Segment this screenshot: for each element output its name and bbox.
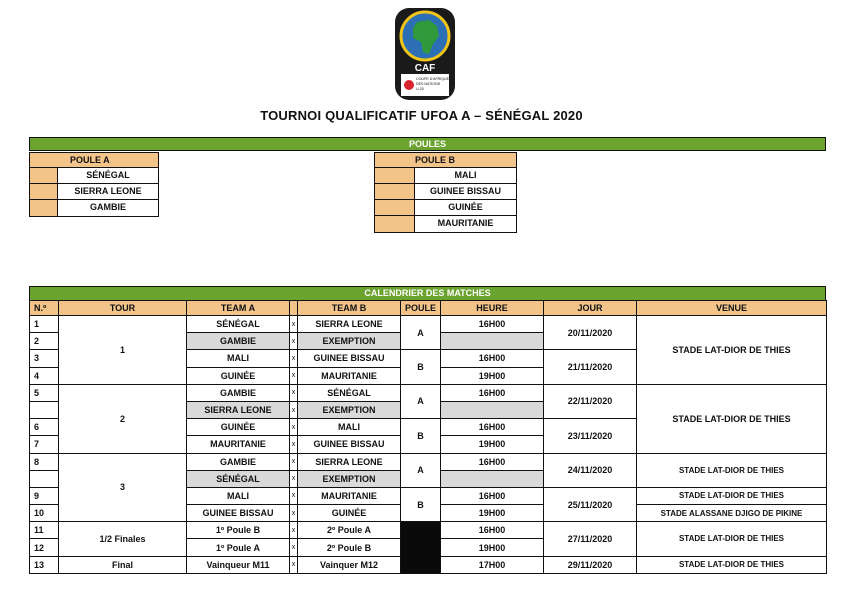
- tour-cell: 3: [59, 453, 187, 522]
- poule-a-label: POULE A: [30, 153, 158, 168]
- col-heure: HEURE: [441, 301, 544, 316]
- venue-cell: STADE ALASSANE DJIGO DE PIKINE: [637, 505, 827, 522]
- tour-cell: 2: [59, 384, 187, 453]
- poule-blank: [401, 522, 441, 574]
- venue-cell: STADE LAT-DIOR DE THIES: [637, 453, 827, 487]
- poule-a-row: SÉNÉGAL: [30, 168, 158, 184]
- page-title: TOURNOI QUALIFICATIF UFOA A – SÉNÉGAL 2020: [260, 108, 583, 123]
- col-sep: [290, 301, 298, 316]
- jour-cell: 29/11/2020: [544, 556, 637, 573]
- svg-text:DES NATIONS: DES NATIONS: [416, 82, 441, 86]
- venue-cell: STADE LAT-DIOR DE THIES: [637, 487, 827, 504]
- svg-text:CAF: CAF: [414, 63, 436, 74]
- poule-a-row: SIERRA LEONE: [30, 184, 158, 200]
- jour-cell: 23/11/2020: [544, 419, 637, 453]
- calendar-table: [29, 300, 827, 574]
- table-row: 4 GUINÉE x MAURITANIE 19H00: [30, 367, 827, 384]
- calendar-heading: CALENDRIER DES MATCHES: [29, 286, 826, 301]
- venue-cell: STADE LAT-DIOR DE THIES: [637, 384, 827, 453]
- table-row: 12 1º Poule A x 2º Poule B 19H00: [30, 539, 827, 556]
- jour-cell: 25/11/2020: [544, 487, 637, 521]
- venue-cell: STADE LAT-DIOR DE THIES: [637, 316, 827, 385]
- table-row: 2 GAMBIE x EXEMPTION: [30, 333, 827, 350]
- poule-a-row: GAMBIE: [30, 200, 158, 216]
- jour-cell: 24/11/2020: [544, 453, 637, 487]
- svg-text:COUPE D'AFRIQUE: COUPE D'AFRIQUE: [416, 77, 450, 81]
- col-team-b: TEAM B: [298, 301, 401, 316]
- table-row: 8 3 GAMBIE x SIERRA LEONE A 16H00 24/11/2020 STADE LAT-DIOR DE THIES: [30, 453, 827, 470]
- venue-cell: STADE LAT-DIOR DE THIES: [637, 522, 827, 556]
- poule-b-label: POULE B: [375, 153, 516, 168]
- caf-logo: [389, 6, 461, 102]
- poule-b-row: GUINEE BISSAU: [375, 184, 516, 200]
- poule-b-row: MAURITANIE: [375, 216, 516, 232]
- jour-cell: 21/11/2020: [544, 350, 637, 384]
- table-row: 1 1 SÉNÉGAL x SIERRA LEONE A 16H00 20/11/2020 STADE LAT-DIOR DE THIES: [30, 316, 827, 333]
- jour-cell: 27/11/2020: [544, 522, 637, 556]
- jour-cell: 22/11/2020: [544, 384, 637, 418]
- table-row: SÉNÉGAL x EXEMPTION: [30, 470, 827, 487]
- poules-heading: POULES: [29, 137, 826, 151]
- venue-cell: STADE LAT-DIOR DE THIES: [637, 556, 827, 573]
- table-row: 5 2 GAMBIE x SÉNÉGAL A 16H00 22/11/2020 STADE LAT-DIOR DE THIES: [30, 384, 827, 401]
- col-team-a: TEAM A: [187, 301, 290, 316]
- col-venue: VENUE: [637, 301, 827, 316]
- poule-b-row: GUINÉE: [375, 200, 516, 216]
- table-row: 7 MAURITANIE x GUINEE BISSAU 19H00: [30, 436, 827, 453]
- table-header-row: [30, 301, 827, 316]
- table-row: 13 Final Vainqueur M11 x Vainquer M12 17H00 29/11/2020 STADE LAT-DIOR DE THIES: [30, 556, 827, 573]
- col-jour: JOUR: [544, 301, 637, 316]
- tour-cell: 1: [59, 316, 187, 385]
- col-poule: POULE: [401, 301, 441, 316]
- table-row: 3 MALI x GUINEE BISSAU B 16H00 21/11/2020: [30, 350, 827, 367]
- table-row: SIERRA LEONE x EXEMPTION: [30, 401, 827, 418]
- col-tour: TOUR: [59, 301, 187, 316]
- poule-b-box: [374, 152, 517, 233]
- jour-cell: 20/11/2020: [544, 316, 637, 350]
- poule-b-row: MALI: [375, 168, 516, 184]
- table-row: 9 MALI x MAURITANIE B 16H00 25/11/2020 STADE LAT-DIOR DE THIES: [30, 487, 827, 504]
- svg-text:U-20: U-20: [416, 87, 424, 91]
- poule-a-box: [29, 152, 159, 217]
- tour-cell: Final: [59, 556, 187, 573]
- tour-cell: 1/2 Finales: [59, 522, 187, 556]
- col-num: N.º: [30, 301, 59, 316]
- table-row: 6 GUINÉE x MALI B 16H00 23/11/2020: [30, 419, 827, 436]
- table-row: 10 GUINEE BISSAU x GUINÉE 19H00 STADE ALASSANE DJIGO DE PIKINE: [30, 505, 827, 522]
- table-row: 11 1/2 Finales 1º Poule B x 2º Poule A 16H00 27/11/2020 STADE LAT-DIOR DE THIES: [30, 522, 827, 539]
